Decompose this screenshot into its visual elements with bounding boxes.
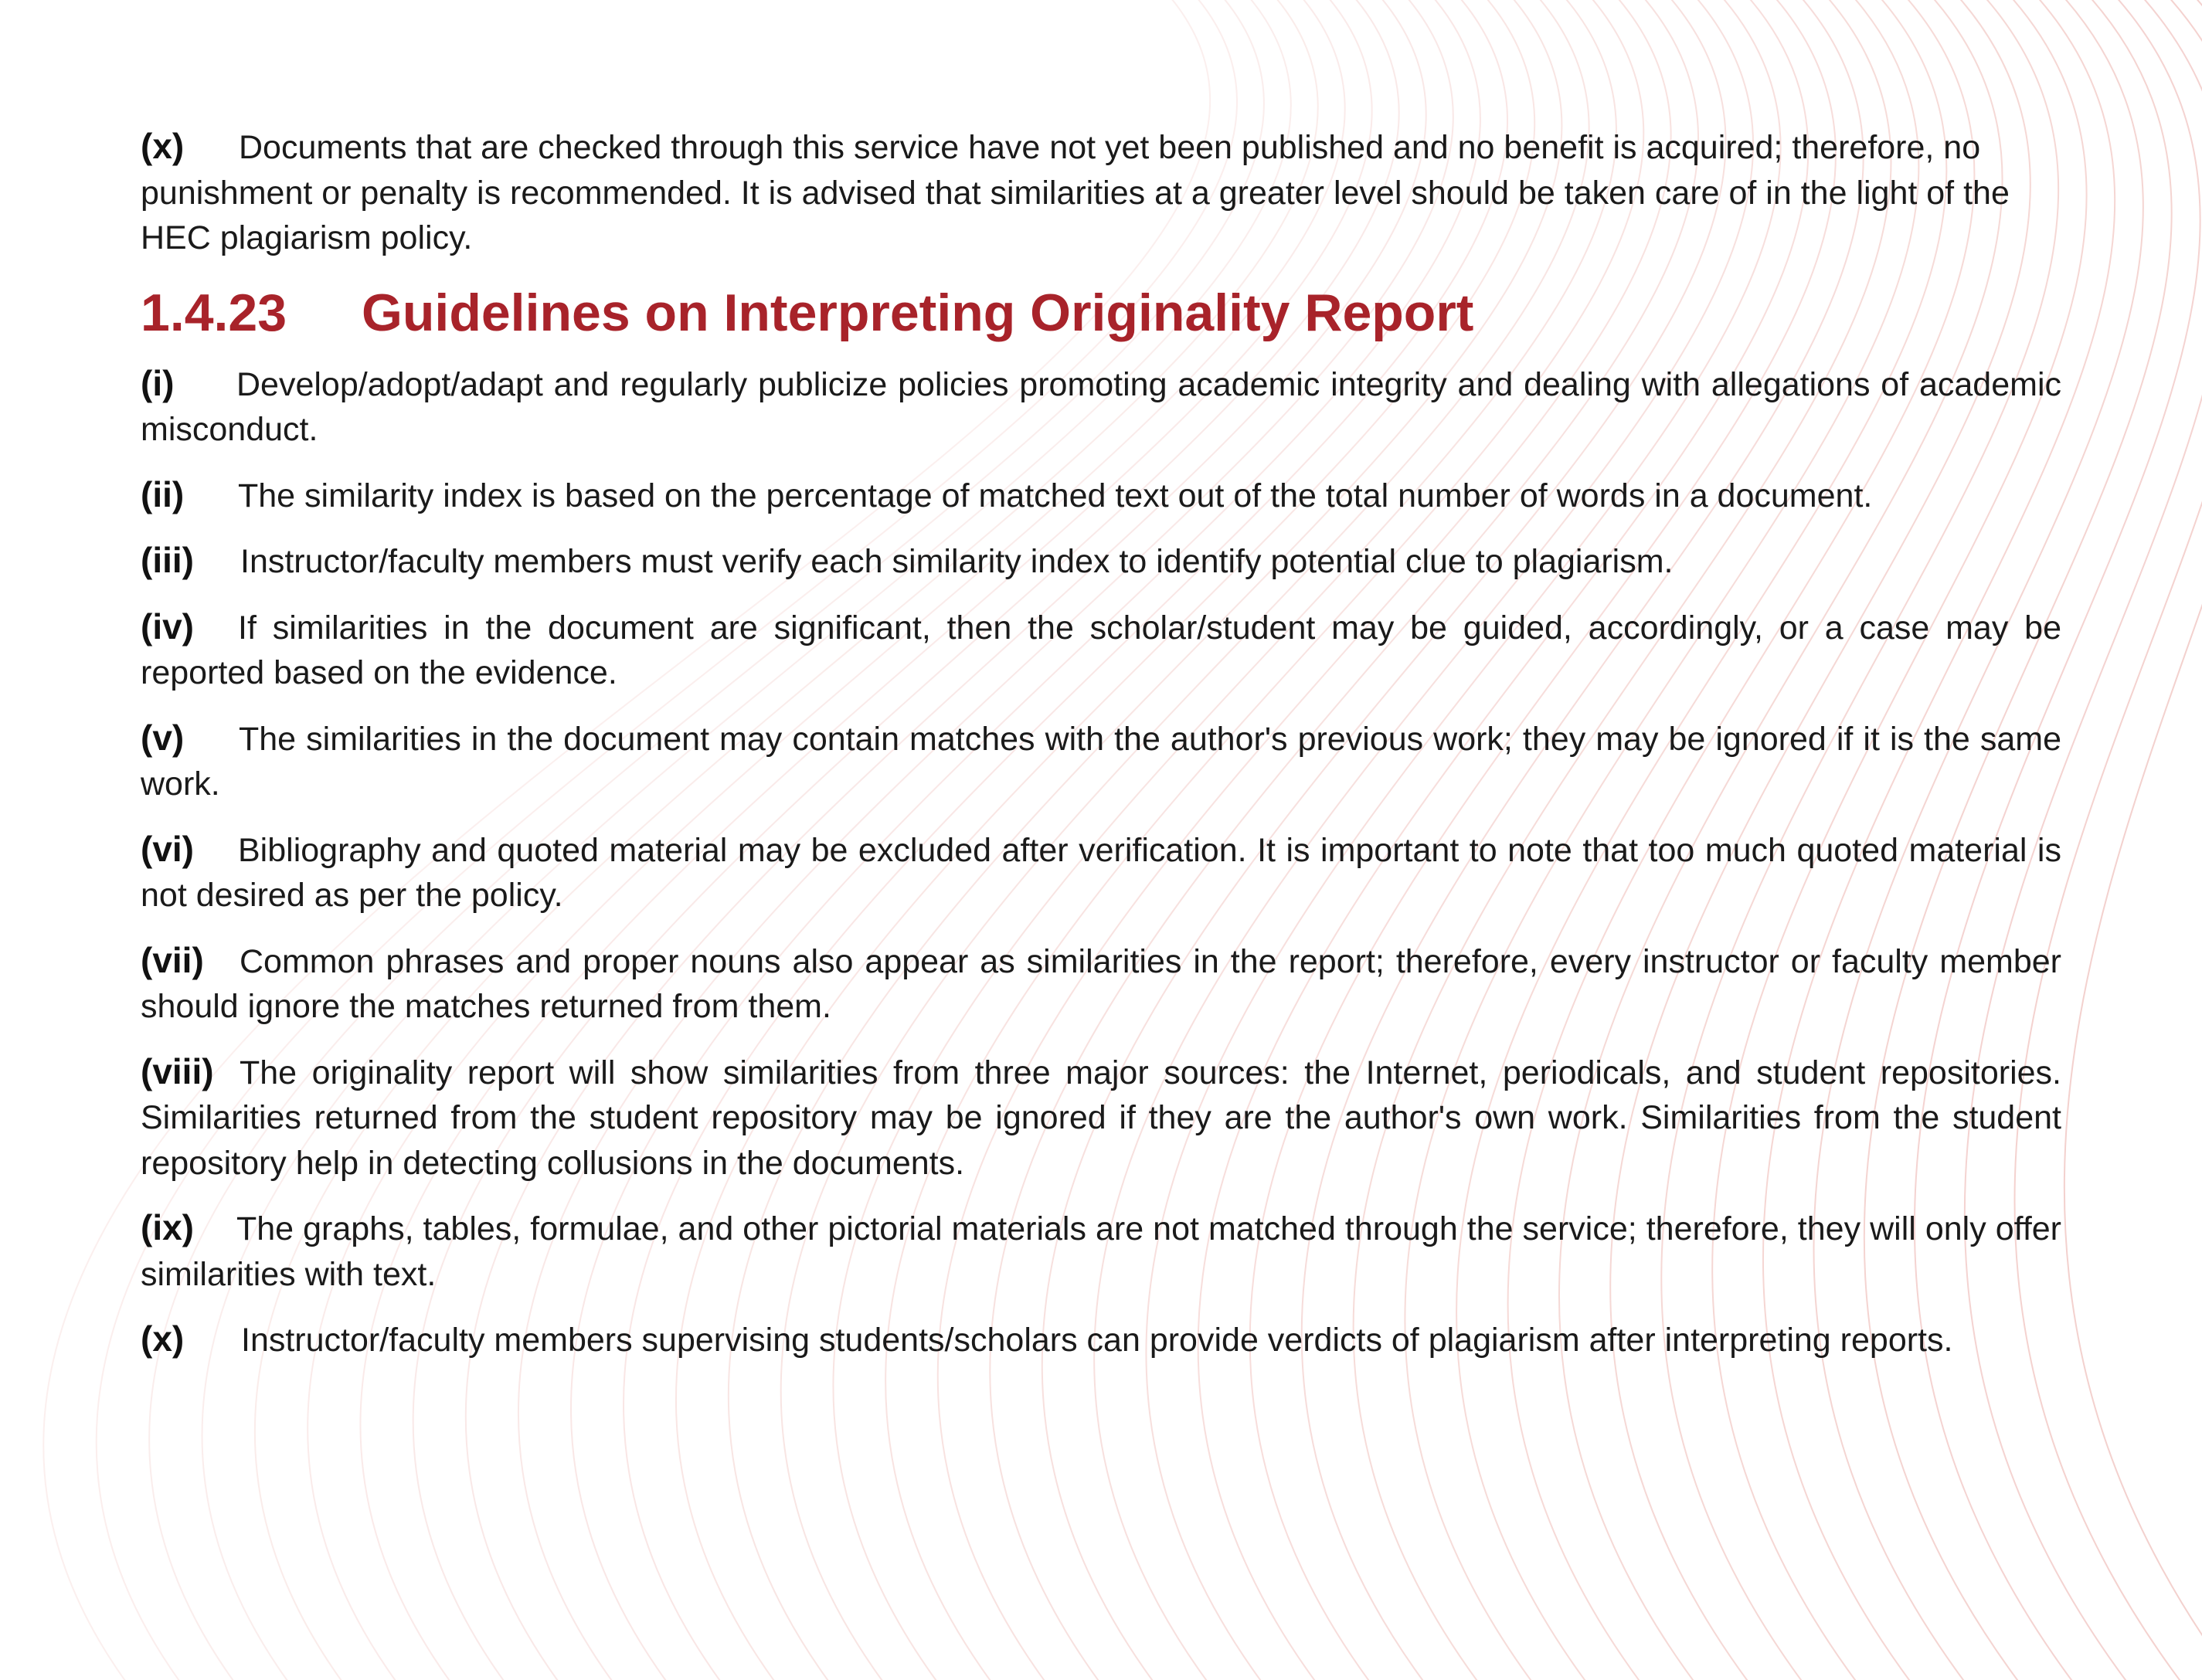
intro-item [141,124,2061,261]
list-item [141,604,2061,696]
list-item [141,1049,2061,1186]
item-text: Common phrases and proper nouns also appear as similarities in the report; therefore, every instructor or faculty member should ignore the matches returned from them. [141,942,2061,1025]
section-title: Guidelines on Interpreting Originality Report [362,283,1474,342]
list-item [141,472,2061,519]
item-marker: (ii) [141,473,185,514]
item-text: The similarities in the document may contain matches with the author's previous work; they may be ignored if it is the same work. [141,720,2061,803]
list-item [141,715,2061,807]
list-item [141,361,2061,453]
item-text: Bibliography and quoted material may be excluded after verification. It is important to note that too much quoted material is not desired as per the policy. [141,831,2061,914]
document-page [141,124,2061,1383]
item-marker: (v) [141,717,185,758]
item-text: Instructor/faculty members must verify each similarity index to identify potential clue to plagiarism. [240,543,1674,580]
item-marker: (iv) [141,606,194,647]
item-text: Instructor/faculty members supervising students/scholars can provide verdicts of plagiarism after interpreting reports. [241,1322,1953,1359]
item-marker: (x) [141,126,185,166]
list-item [141,938,2061,1030]
item-text: The graphs, tables, formulae, and other pictorial materials are not matched through the service; therefore, they will only offer similarities with text. [141,1210,2061,1293]
item-text: Develop/adopt/adapt and regularly publicize policies promoting academic integrity and dealing with allegations of academic misconduct. [141,365,2061,448]
wave-line [2064,0,2202,1680]
item-text: The similarity index is based on the percentage of matched text out of the total number of words in a document. [238,477,1873,514]
list-item [141,1316,2061,1363]
item-marker: (vii) [141,939,204,980]
item-marker: (vi) [141,828,194,869]
item-marker: (viii) [141,1050,214,1091]
list-item [141,538,2061,585]
section-number: 1.4.23 [141,283,287,342]
item-marker: (ix) [141,1207,194,1247]
list-item [141,1205,2061,1297]
item-marker: (iii) [141,540,194,580]
item-text: If similarities in the document are significant, then the scholar/student may be guided, accordingly, or a case may be reported based on the evidence. [141,609,2061,691]
list-item [141,826,2061,918]
item-text: Documents that are checked through this service have not yet been published and no benefit is acquired; therefore, no punishment or penalty is recommended. It is advised that similarities at a greater level should be taken care of in the light of the HEC plagiarism policy. [141,129,2010,256]
item-text: The originality report will show similarities from three major sources: the Internet, periodicals, and student repositories. Similarities returned from the student repository may be ignored if they are the author's own work. Similarities from the student repository help in detecting collusions in the documents. [141,1054,2061,1182]
section-heading [141,280,2061,345]
item-marker: (i) [141,362,175,403]
item-marker: (x) [141,1319,185,1359]
